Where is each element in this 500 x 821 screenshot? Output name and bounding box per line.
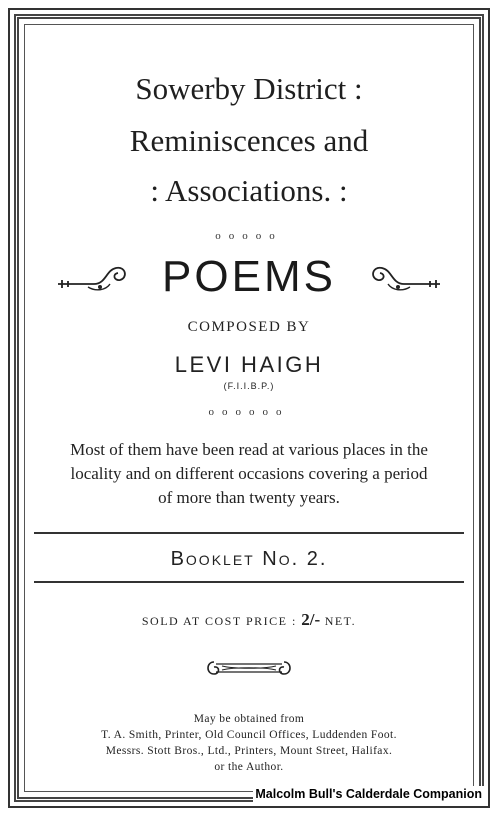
title-line-3: : Associations. : xyxy=(150,173,348,208)
divider-bottom xyxy=(34,581,464,583)
title-page xyxy=(24,24,474,792)
ornament-dots-top: ooooo xyxy=(215,230,283,242)
description-line-3: of more than twenty years. xyxy=(158,488,340,507)
scroll-flourish-right-icon xyxy=(364,260,444,294)
composed-by-label: COMPOSED BY xyxy=(187,319,311,335)
heading-poems: POEMS xyxy=(162,252,336,301)
author-credentials: (F.I.I.B.P.) xyxy=(223,381,275,391)
availability-line-1: May be obtained from xyxy=(193,713,305,725)
description-line-1: Most of them have been read at various places in the xyxy=(70,440,428,459)
ornament-dots-middle: oooooo xyxy=(208,406,290,418)
booklet-number: Booklet No. 2. xyxy=(170,548,328,570)
availability-line-4: or the Author. xyxy=(214,761,284,773)
divider-top xyxy=(34,532,464,534)
title-line-1: Sowerby District : xyxy=(135,71,363,106)
watermark-credit: Malcolm Bull's Calderdale Companion xyxy=(255,787,482,801)
price-line xyxy=(24,610,474,630)
price-prefix: SOLD AT COST PRICE : xyxy=(141,614,297,628)
description-line-2: locality and on different occasions covering a period xyxy=(70,464,428,483)
scroll-flourish-bottom-icon xyxy=(204,654,294,680)
price-value: 2/- xyxy=(301,610,321,629)
author-name: LEVI HAIGH xyxy=(174,352,324,377)
title-line-2: Reminiscences and xyxy=(129,123,369,158)
availability-line-2: T. A. Smith, Printer, Old Council Offices, Luddenden Foot. xyxy=(101,729,397,741)
availability-line-3: Messrs. Stott Bros., Ltd., Printers, Mount Street, Halifax. xyxy=(105,745,393,757)
price-suffix: NET. xyxy=(324,614,357,628)
